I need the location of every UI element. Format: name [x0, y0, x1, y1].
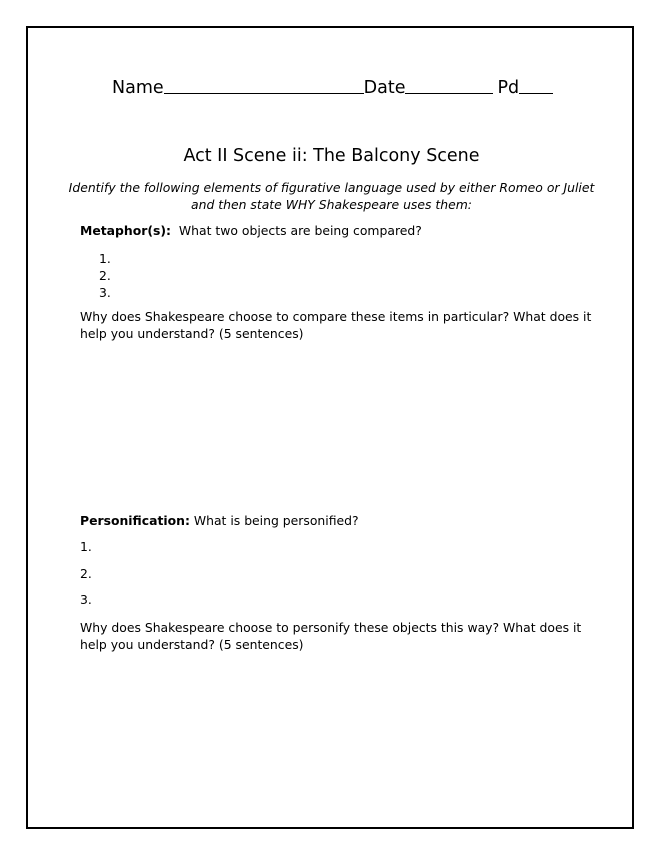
name-blank	[164, 92, 364, 94]
personification-question-text: What is being personified?	[193, 513, 359, 528]
list-item: 2.	[99, 268, 111, 283]
metaphor-label: Metaphor(s):	[80, 223, 171, 238]
metaphor-question	[80, 223, 422, 238]
date-label: Date	[363, 78, 406, 98]
name-label: Name	[112, 78, 164, 98]
personification-question	[80, 513, 359, 528]
metaphor-list	[99, 250, 111, 301]
period-blank	[519, 92, 553, 94]
period-label: Pd	[497, 78, 520, 98]
list-item: 2.	[80, 566, 92, 581]
header-line	[112, 78, 553, 98]
metaphor-followup: Why does Shakespeare choose to compare these items in particular? What does it help you understand? (5 sentences)	[80, 309, 592, 341]
page-title: Act II Scene ii: The Balcony Scene	[183, 146, 480, 166]
personification-label: Personification:	[80, 513, 190, 528]
list-item: 1.	[80, 539, 92, 554]
list-item: 1.	[99, 251, 111, 266]
personification-followup: Why does Shakespeare choose to personify these objects this way? What does it help you understand? (5 sentences)	[80, 620, 582, 652]
date-blank	[405, 92, 493, 94]
list-item: 3.	[80, 592, 92, 607]
list-item: 3.	[99, 285, 111, 300]
metaphor-question-text: What two objects are being compared?	[178, 223, 422, 238]
instructions: Identify the following elements of figurative language used by either Romeo or Juliet and then state WHY Shakespeare uses them:	[68, 180, 595, 212]
